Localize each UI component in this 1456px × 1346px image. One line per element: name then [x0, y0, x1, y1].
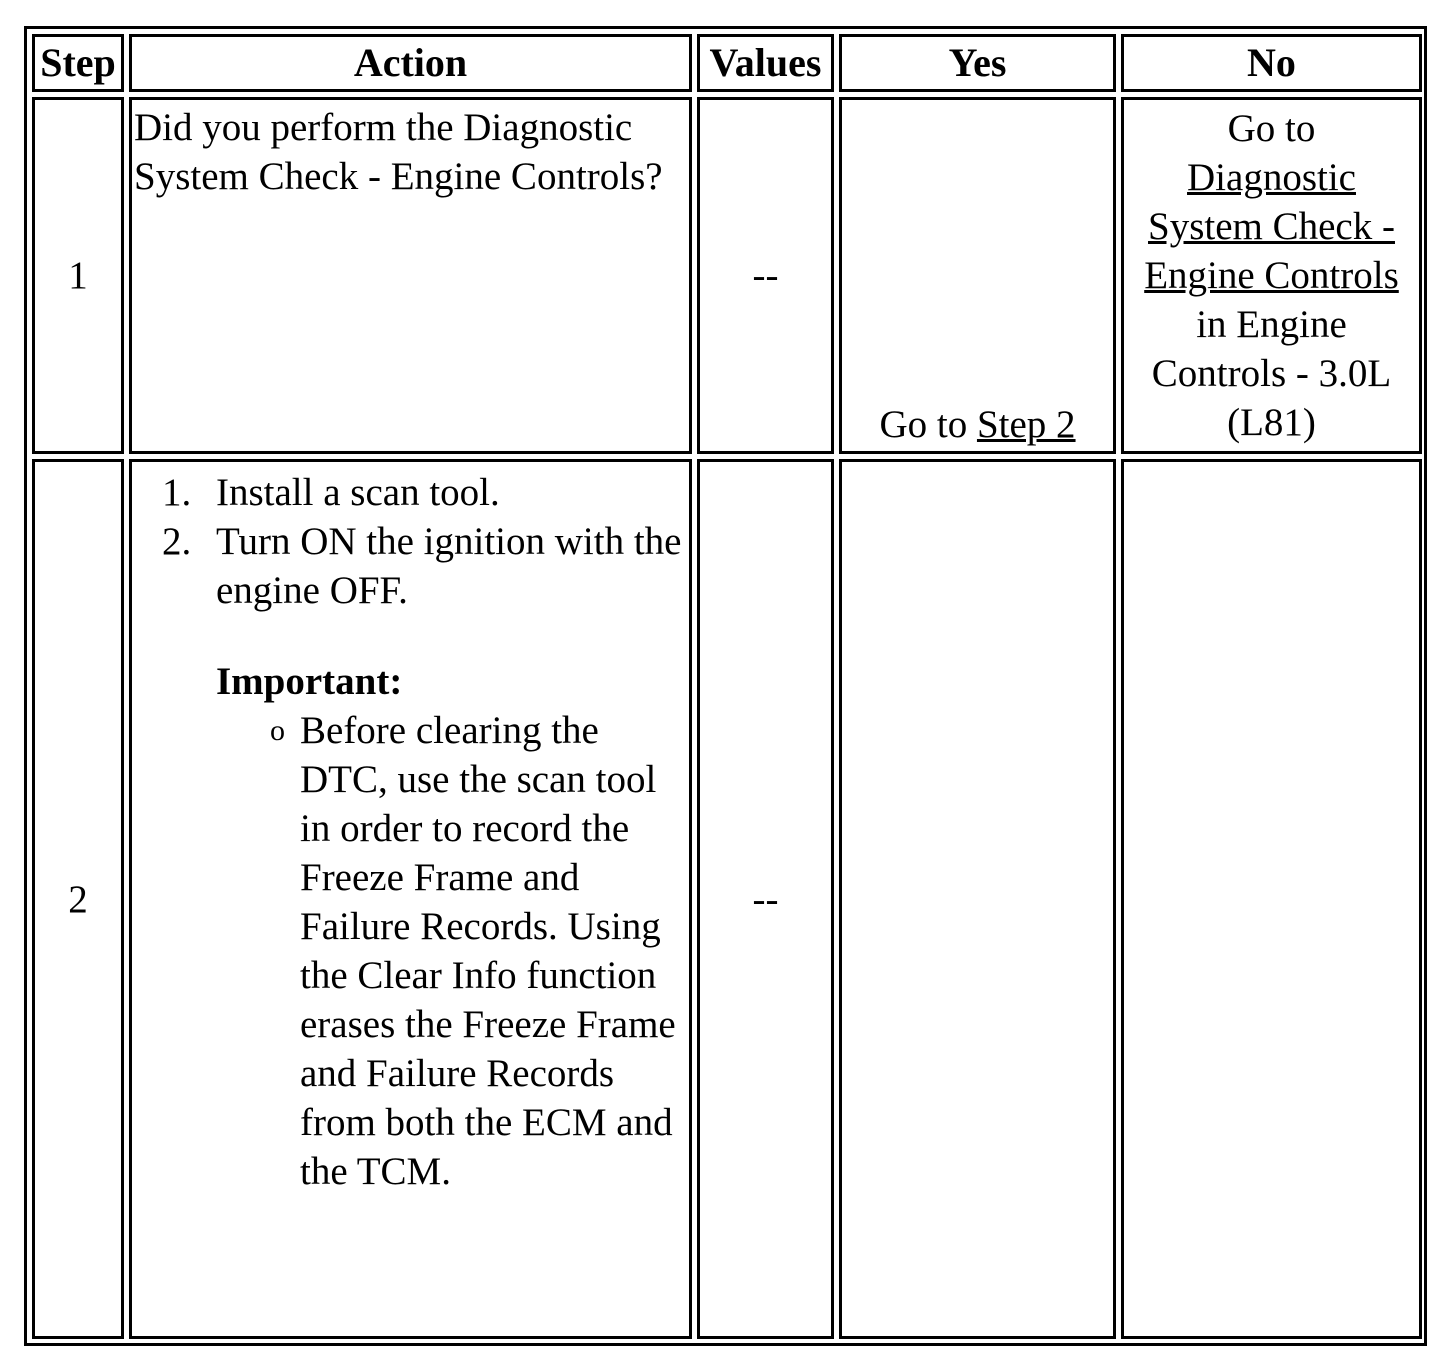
- action-steps-list: [134, 468, 687, 1196]
- table-row: [32, 459, 1422, 1339]
- header-values: Values: [697, 34, 834, 92]
- diagnostic-table: [27, 29, 1427, 1344]
- no-cell: [1121, 459, 1422, 1339]
- list-text: Turn ON the ignition with the engine OFF.: [216, 520, 682, 612]
- diagnostic-system-check-link[interactable]: Diagnostic System Check - Engine Controls: [1144, 156, 1399, 297]
- important-block: [216, 657, 687, 1196]
- header-action: Action: [129, 34, 692, 92]
- step-number: 2: [32, 459, 124, 1339]
- list-number: 1.: [162, 471, 192, 514]
- circle-bullet-icon: o: [270, 714, 285, 747]
- list-text: Install a scan tool.: [216, 471, 500, 514]
- list-item: [162, 468, 687, 517]
- note-text: Before clearing the DTC, use the scan tool in order to record the Freeze Frame and Failure Records. Using the Clear Info function erases the Freeze Frame and Failure Records from both the ECM and the TCM.: [300, 709, 676, 1193]
- list-number: 2.: [162, 520, 192, 563]
- step-2-link[interactable]: Step 2: [976, 403, 1076, 446]
- header-step: Step: [32, 34, 124, 92]
- header-yes: Yes: [839, 34, 1116, 92]
- important-notes: [216, 706, 687, 1196]
- header-no: No: [1121, 34, 1422, 92]
- table-row: [32, 97, 1422, 454]
- values-text: --: [697, 97, 834, 454]
- action-cell: [129, 459, 692, 1339]
- header-row: [32, 34, 1422, 92]
- yes-prefix: Go to: [879, 403, 977, 446]
- list-item: [270, 706, 687, 1196]
- values-text: --: [697, 459, 834, 1339]
- no-prefix: Go to: [1227, 107, 1316, 150]
- important-label: Important:: [216, 660, 403, 703]
- no-cell: [1121, 97, 1422, 454]
- yes-cell: [839, 459, 1116, 1339]
- yes-cell: [839, 97, 1116, 454]
- action-text: Did you perform the Diagnostic System Check - Engine Controls?: [129, 97, 692, 454]
- step-number: 1: [32, 97, 124, 454]
- no-suffix: in Engine Controls - 3.0L (L81): [1151, 303, 1392, 444]
- list-item: [162, 517, 687, 1196]
